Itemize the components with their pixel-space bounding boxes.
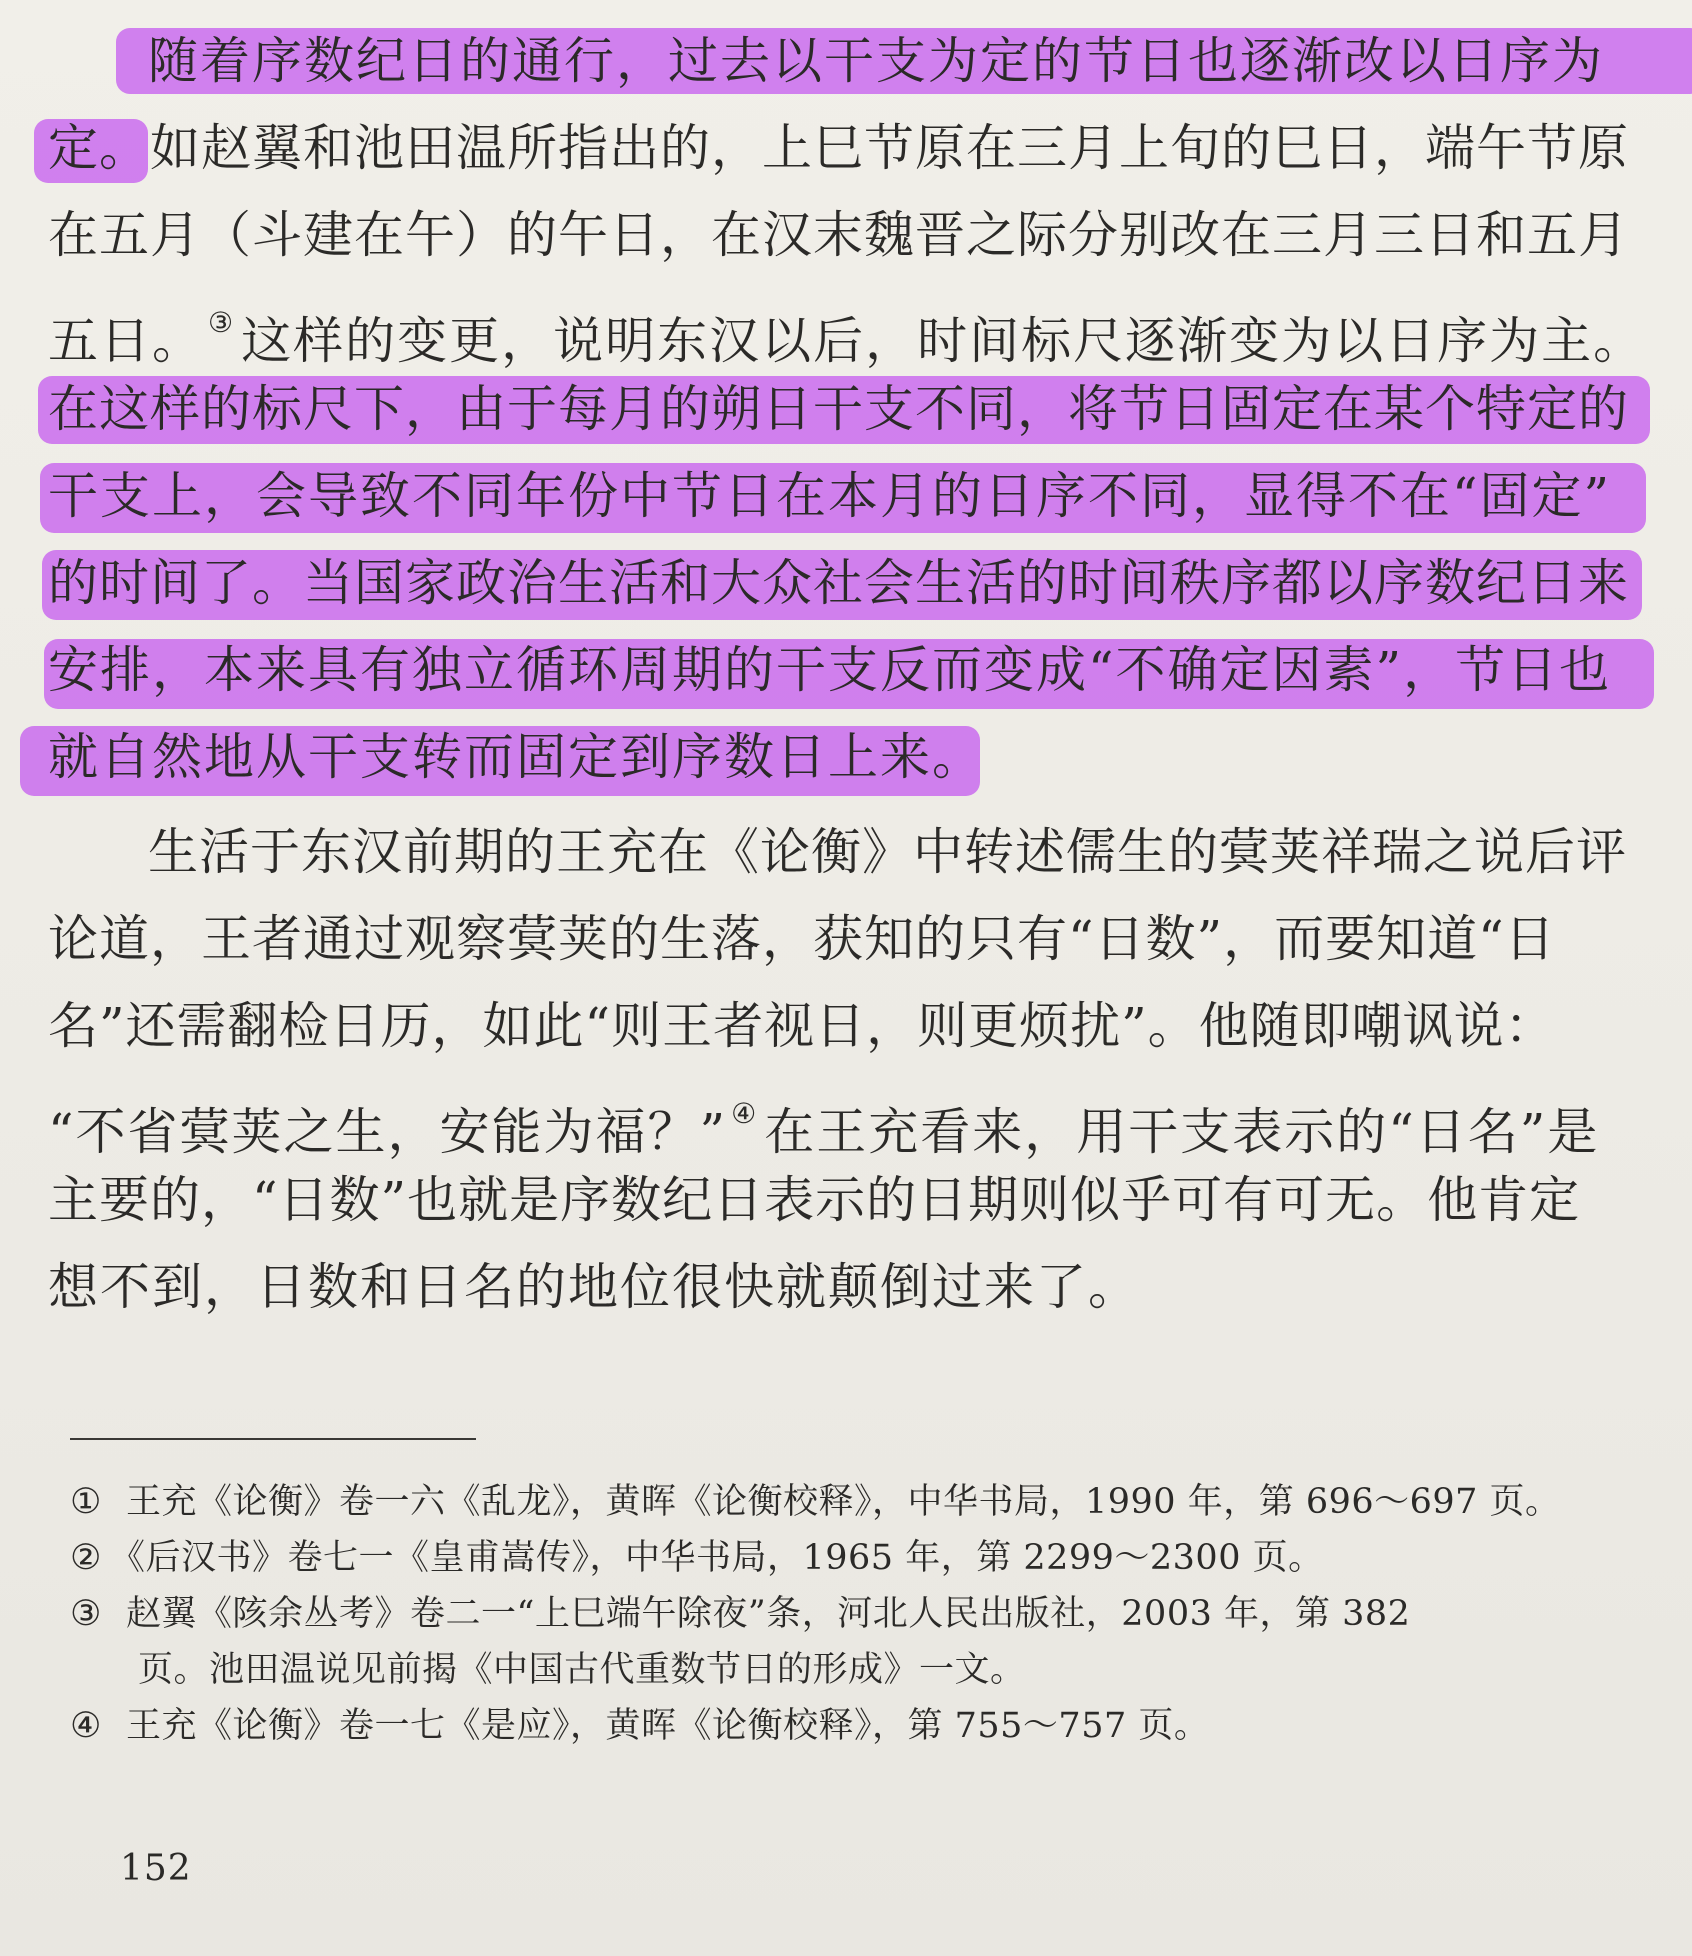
text-line: 就自然地从干支转而固定到序数日上来。 — [48, 728, 984, 786]
footnote-mark: ③ — [70, 1594, 102, 1634]
text-line: 在王充看来，用干支表示的“日名”是 — [764, 1103, 1600, 1161]
text-line: 想不到，日数和日名的地位很快就颠倒过来了。 — [48, 1258, 1140, 1316]
footnote-1 — [70, 1474, 1630, 1530]
footnote-mark: ② — [70, 1538, 102, 1578]
paragraph-1-line-7 — [48, 540, 1648, 627]
footnote-4 — [70, 1698, 1630, 1754]
footnote-ref-3[interactable]: ③ — [208, 306, 236, 339]
text-line: 这样的变更，说明东汉以后，时间标尺逐渐变为以日序为主。 — [241, 312, 1646, 370]
text-line: 定。如赵翼和池田温所指出的，上巳节原在三月上旬的巳日，端午节原 — [48, 119, 1629, 177]
footnote-3-continuation — [70, 1642, 1630, 1698]
footnote-text: 赵翼《陔余丛考》卷二一“上巳端午除夜”条，河北人民出版社，2003 年，第 382 — [126, 1594, 1411, 1634]
text-line: 在五月（斗建在午）的午日，在汉末魏晋之际分别改在三月三日和五月 — [48, 206, 1629, 264]
text-line: 论道，王者通过观察蓂荚的生落，获知的只有“日数”，而要知道“日 — [48, 910, 1556, 968]
paragraph-2-line-1 — [48, 809, 1648, 896]
footnote-text: 页。池田温说见前揭《中国古代重数节日的形成》一文。 — [138, 1650, 1026, 1690]
text-line: 生活于东汉前期的王充在《论衡》中转述儒生的蓂荚祥瑞之说后评 — [148, 823, 1627, 881]
text-line: “不省蓂荚之生，安能为福？” — [48, 1103, 728, 1161]
footnote-text: 王充《论衡》卷一六《乱龙》，黄晖《论衡校释》，中华书局，1990 年，第 696～697 页。 — [126, 1482, 1561, 1522]
text-line: 干支上，会导致不同年份中节日在本月的日序不同，显得不在“固定” — [48, 467, 1612, 525]
paragraph-1-line-6 — [48, 453, 1648, 540]
footnote-mark: ① — [70, 1482, 102, 1522]
main-text — [48, 18, 1648, 1331]
footnote-3 — [70, 1586, 1630, 1642]
paragraph-2-line-3 — [48, 983, 1648, 1070]
footnote-text: 王充《论衡》卷一七《是应》，黄晖《论衡校释》，第 755～757 页。 — [126, 1706, 1210, 1746]
paragraph-2-line-5 — [48, 1157, 1648, 1244]
paragraph-1-line-2 — [48, 105, 1648, 192]
text-line: 主要的，“日数”也就是序数纪日表示的日期则似乎可有可无。他肯定 — [48, 1171, 1581, 1229]
paragraph-1-line-3 — [48, 192, 1648, 279]
footnote-2 — [70, 1530, 1630, 1586]
footnote-divider — [70, 1438, 476, 1440]
text-line: 安排，本来具有独立循环周期的干支反而变成“不确定因素”，节日也 — [48, 641, 1612, 699]
text-line: 随着序数纪日的通行，过去以干支为定的节日也逐渐改以日序为 — [148, 32, 1604, 90]
paragraph-1-line-4 — [48, 279, 1648, 370]
text-line: 在这样的标尺下，由于每月的朔日干支不同，将节日固定在某个特定的 — [48, 380, 1629, 438]
paragraph-2-line-6 — [48, 1244, 1648, 1331]
paragraph-1-line-9 — [48, 714, 1648, 801]
paragraph-1-line-5 — [48, 366, 1648, 453]
page-number: 152 — [120, 1848, 192, 1889]
paragraph-2-line-2 — [48, 896, 1648, 983]
footnotes — [70, 1474, 1630, 1754]
paragraph-2 — [48, 809, 1648, 1331]
text-line: 五日。 — [48, 312, 204, 370]
text-line: 名”还需翻检日历，如此“则王者视日，则更烦扰”。他随即嘲讽说： — [48, 997, 1556, 1055]
text-line: 的时间了。当国家政治生活和大众社会生活的时间秩序都以序数纪日来 — [48, 554, 1629, 612]
footnote-mark: ④ — [70, 1706, 102, 1746]
paragraph-2-line-4 — [48, 1070, 1648, 1161]
footnote-ref-4[interactable]: ④ — [731, 1097, 759, 1130]
paragraph-1-line-1 — [48, 18, 1648, 105]
footnote-text: 《后汉书》卷七一《皇甫嵩传》，中华书局，1965 年，第 2299～2300 页。 — [110, 1538, 1324, 1578]
paragraph-1-line-8 — [48, 627, 1648, 714]
